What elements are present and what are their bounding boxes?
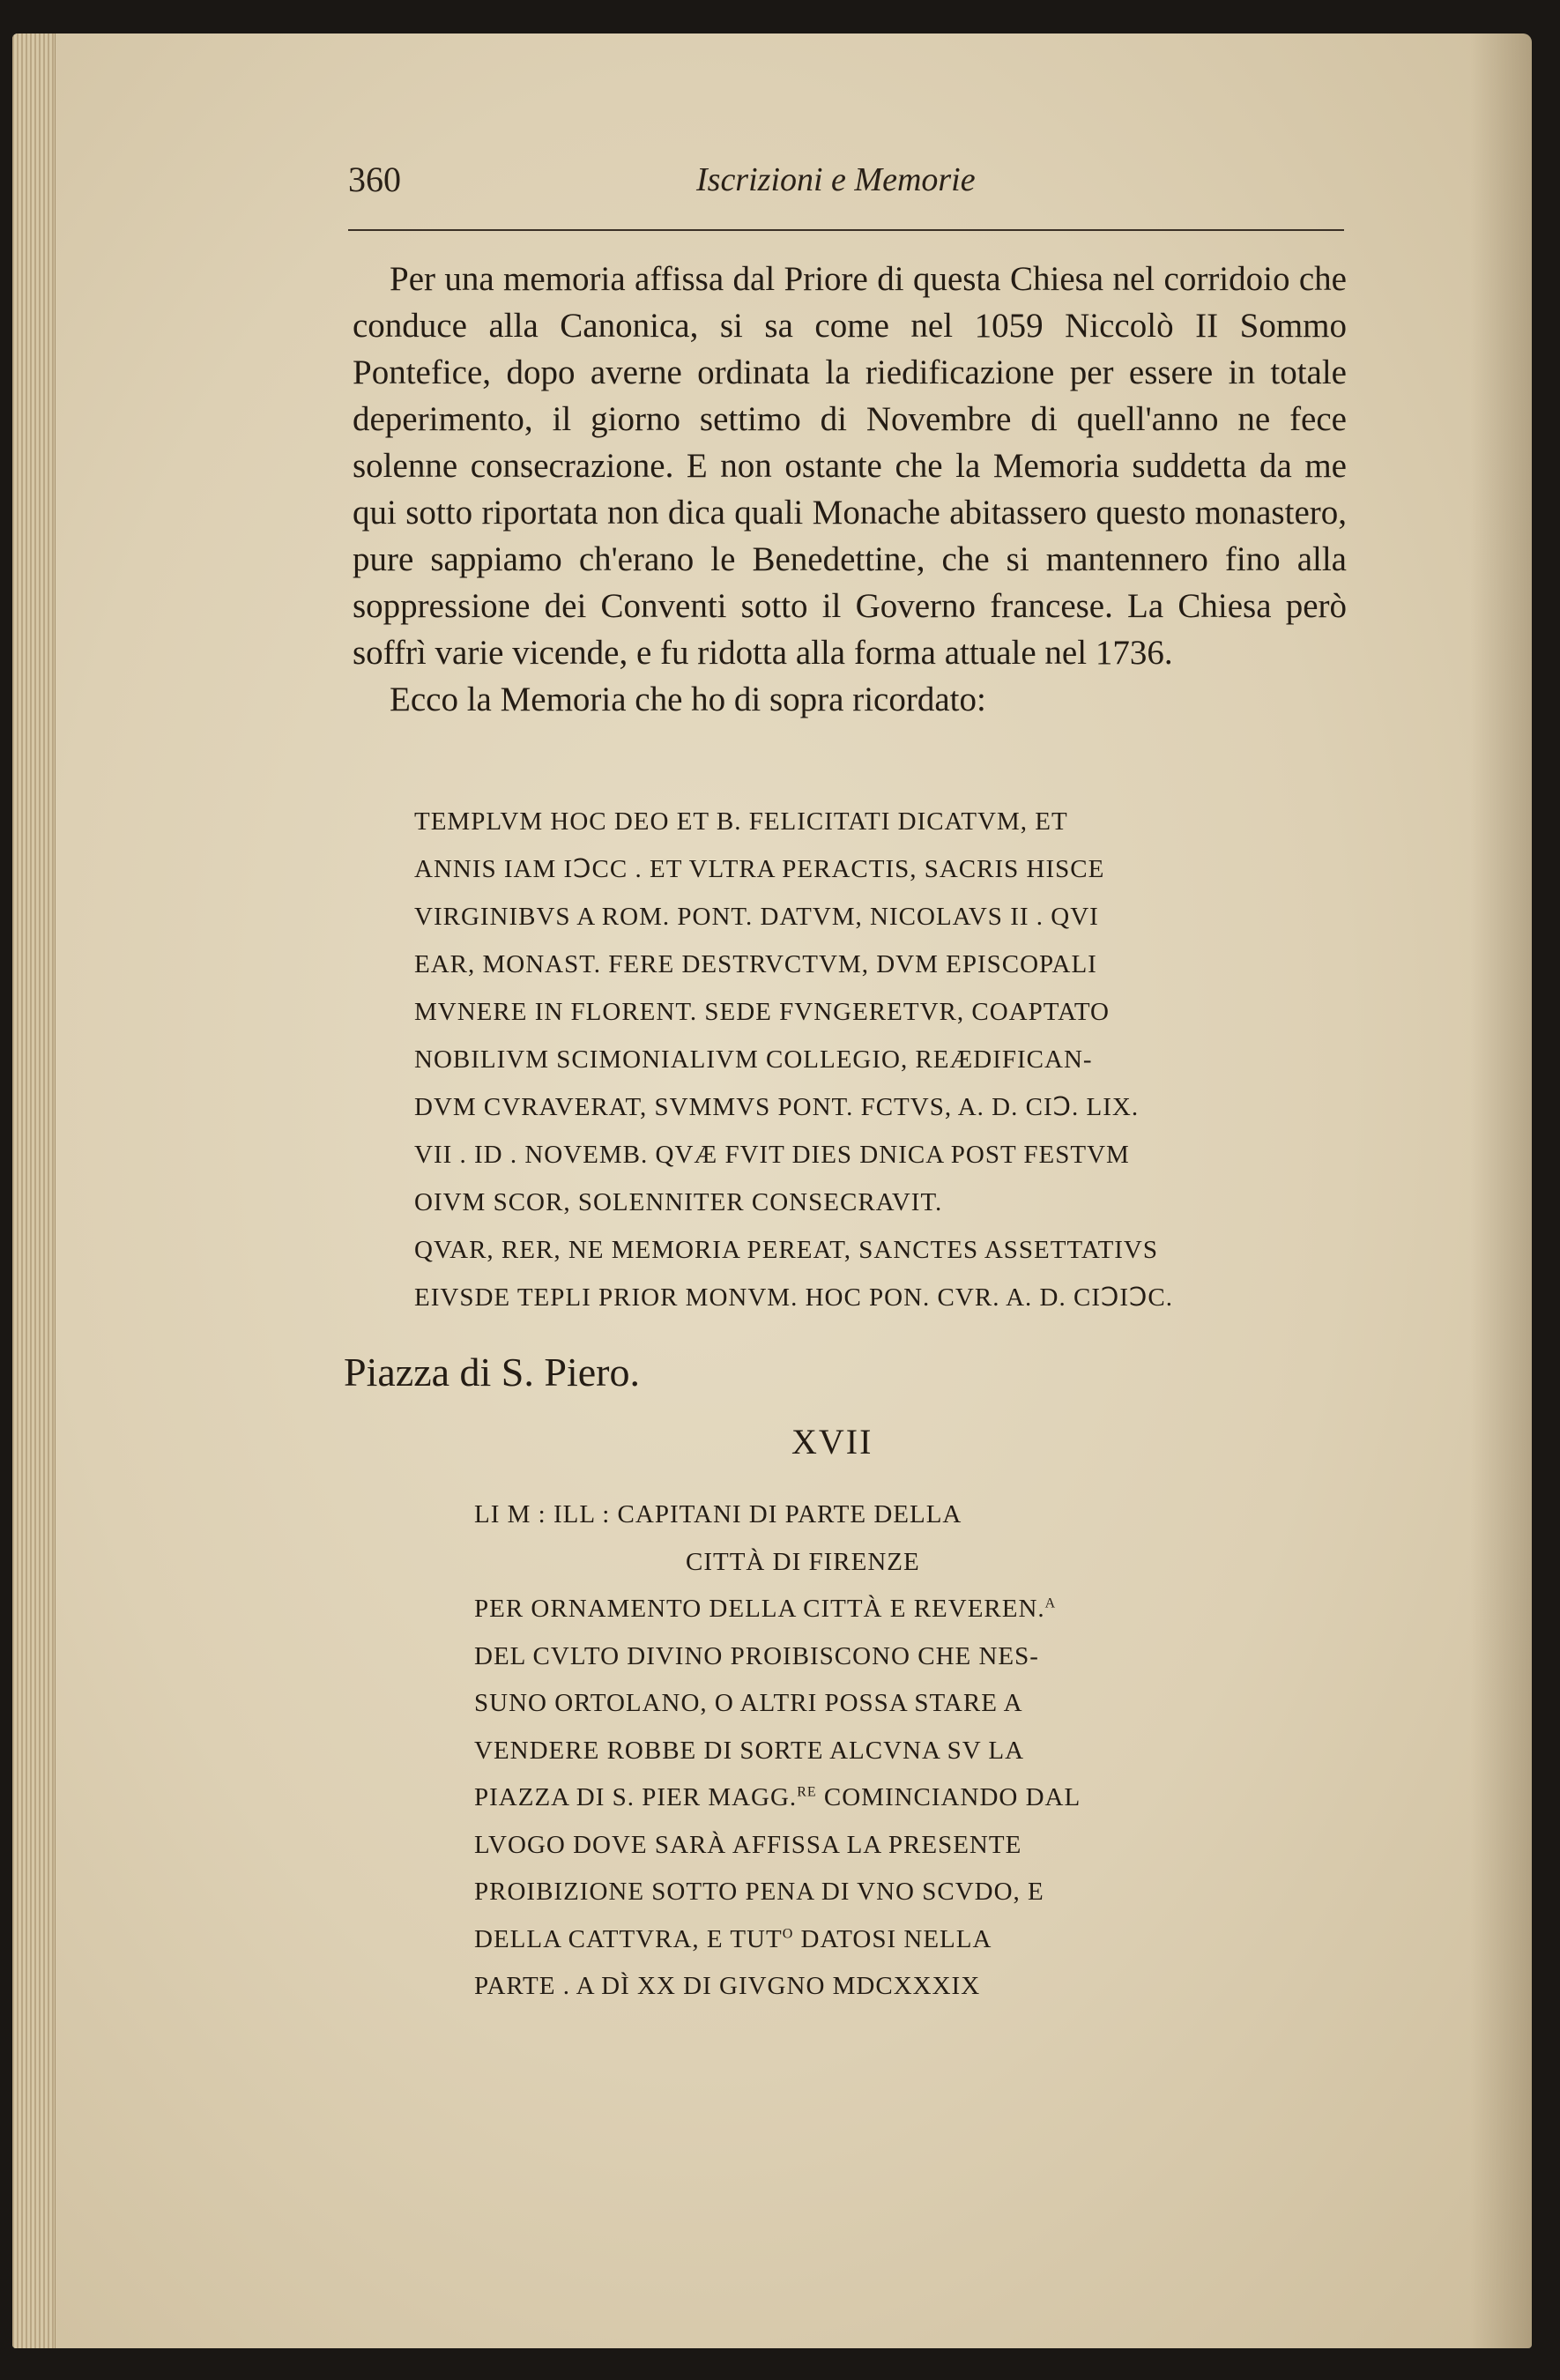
inscription-text: DATOSI NELLA <box>793 1924 992 1953</box>
inscription-line: EAR, MONAST. FERE DESTRVCTVM, DVM EPISCOPALI <box>414 950 1097 978</box>
inscription-text: COMINCIANDO DAL <box>816 1783 1081 1811</box>
inscription-text: PER ORNAMENTO DELLA CITTÀ E REVEREN. <box>474 1595 1045 1623</box>
inscription-text: PIAZZA DI S. PIER MAGG. <box>474 1783 798 1811</box>
inscription-line: OIVM SCOR, SOLENNITER CONSECRAVIT. <box>414 1188 943 1216</box>
gutter-shadow <box>1470 33 1532 2348</box>
inscription-line: TEMPLVM HOC DEO ET B. FELICITATI DICATVM, ET <box>414 807 1068 836</box>
inscription-line: LI M : ILL : CAPITANI DI PARTE DELLA <box>474 1500 962 1528</box>
inscription-line: PROIBIZIONE SOTTO PENA DI VNO SCVDO, E <box>474 1878 1044 1906</box>
paragraph: Ecco la Memoria che ho di sopra ricordato: <box>390 681 986 718</box>
section-heading: Piazza di S. Piero. <box>344 1350 640 1395</box>
body-text <box>353 256 1347 723</box>
paragraph: Per una memoria affissa dal Priore di questa Chiesa nel corridoio che conduce alla Canonica, si sa come nel 1059 Niccolò II Sommo Pontefice, dopo averne ordinata la riedificazione per essere in totale deperimento, il giorno settimo di Novembre di quell'anno ne fece solenne consecrazione. E non ostante che la Memoria suddetta da me qui sotto riportata non dica quali Monache abitassero questo monastero, pure sappiamo ch'erano le Benedettine, che si mantennero fino alla soppressione dei Conventi sotto il Governo francese. La Chiesa però soffrì varie vicende, e fu ridotta alla forma attuale nel 1736. <box>353 260 1347 672</box>
inscription-line: VENDERE ROBBE DI SORTE ALCVNA SV LA <box>474 1736 1025 1765</box>
inscription-line: NOBILIVM SCIMONIALIVM COLLEGIO, REÆDIFICAN- <box>414 1045 1093 1074</box>
inscription-xvii <box>474 1491 1197 2011</box>
page-header <box>348 150 1344 231</box>
inscription-line: CITTÀ DI FIRENZE <box>686 1547 920 1576</box>
running-title: Iscrizioni e Memorie <box>696 161 976 198</box>
inscription-text: DELLA CATTVRA, E TUT <box>474 1924 783 1953</box>
superscript: RE <box>797 1784 817 1800</box>
inscription-line: MVNERE IN FLORENT. SEDE FVNGERETVR, COAPTATO <box>414 998 1110 1026</box>
inscription-number: XVII <box>791 1422 873 1461</box>
inscription-line: SUNO ORTOLANO, O ALTRI POSSA STARE A <box>474 1689 1023 1717</box>
inscription-line <box>474 1916 1197 1964</box>
page-number: 360 <box>348 160 401 199</box>
superscript: O <box>782 1925 794 1941</box>
inscription-line: VIRGINIBVS A ROM. PONT. DATVM, NICOLAVS II . QVI <box>414 903 1099 931</box>
inscription-memoria <box>414 798 1331 1321</box>
inscription-line: QVAR, RER, NE MEMORIA PEREAT, SANCTES ASSETTATIVS <box>414 1236 1159 1264</box>
inscription-line: PARTE . A DÌ XX DI GIVGNO MDCXXXIX <box>474 1972 981 2000</box>
inscription-line: DVM CVRAVERAT, SVMMVS PONT. FCTVS, A. D. CIↃ. LIX. <box>414 1093 1140 1121</box>
inscription-line: VII . ID . NOVEMB. QVÆ FVIT DIES DNICA POST FESTVM <box>414 1141 1130 1169</box>
page-edges <box>12 33 56 2348</box>
inscription-line: LVOGO DOVE SARÀ AFFISSA LA PRESENTE <box>474 1830 1022 1859</box>
inscription-line <box>474 1774 1197 1822</box>
inscription-line: ANNIS IAM IↃCC . ET VLTRA PERACTIS, SACRIS HISCE <box>414 855 1105 883</box>
inscription-line: DEL CVLTO DIVINO PROIBISCONO CHE NES- <box>474 1641 1039 1670</box>
inscription-line <box>474 1586 1197 1633</box>
superscript: A <box>1044 1595 1057 1611</box>
inscription-line: EIVSDE TEPLI PRIOR MONVM. HOC PON. CVR. A. D. CIↃIↃC. <box>414 1283 1174 1312</box>
